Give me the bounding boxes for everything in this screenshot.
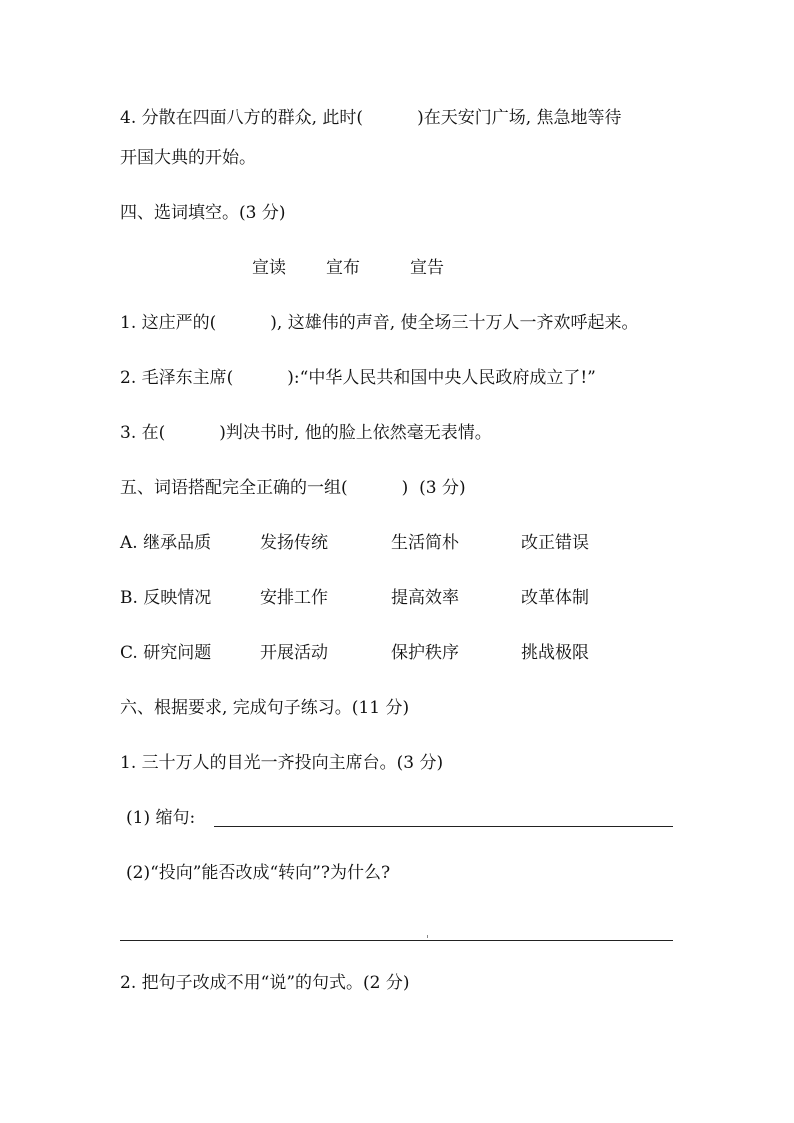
option-c-term-2: 开展活动: [260, 643, 328, 663]
option-a-term-3: 生活简朴: [391, 533, 459, 553]
option-b-term-4: 改革体制: [521, 588, 589, 608]
scan-dot: [427, 935, 428, 938]
section-6-heading: 六、根据要求, 完成句子练习。(11 分): [120, 698, 410, 718]
option-c-term-4: 挑战极限: [521, 643, 589, 663]
section-5-heading: 五、词语搭配完全正确的一组( ) (3 分): [120, 478, 466, 498]
option-c-term-3: 保护秩序: [391, 643, 459, 663]
answer-line-2[interactable]: [120, 940, 673, 941]
option-b-term-2: 安排工作: [260, 588, 328, 608]
section-4-item-2: 2. 毛泽东主席( ):“中华人民共和国中央人民政府成立了!”: [120, 368, 596, 388]
section-6-question-1: 1. 三十万人的目光一齐投向主席台。(3 分): [120, 753, 444, 773]
option-b-term-1: B. 反映情况: [120, 588, 212, 608]
section-4-heading: 四、选词填空。(3 分): [120, 203, 286, 223]
option-a-term-4: 改正错误: [521, 533, 589, 553]
option-a-term-1: A. 继承品质: [120, 533, 212, 553]
option-c-term-1: C. 研究问题: [120, 643, 212, 663]
question-4-line-1: 4. 分散在四面八方的群众, 此时( )在天安门广场, 焦急地等待: [120, 108, 622, 128]
question-4-line-2: 开国大典的开始。: [120, 148, 256, 168]
section-6-q1-sub-2: (2)“投向”能否改成“转向”?为什么?: [126, 863, 391, 883]
section-4-item-3: 3. 在( )判决书时, 他的脸上依然毫无表情。: [120, 423, 492, 443]
section-4-item-1: 1. 这庄严的( ), 这雄伟的声音, 使全场三十万人一齐欢呼起来。: [120, 313, 639, 333]
word-option-3: 宣告: [410, 258, 444, 278]
answer-line-1[interactable]: [214, 826, 673, 827]
word-option-1: 宣读: [252, 258, 286, 278]
section-6-q1-sub-1: (1) 缩句:: [126, 808, 196, 828]
option-b-term-3: 提高效率: [391, 588, 459, 608]
word-option-2: 宣布: [326, 258, 360, 278]
section-6-question-2: 2. 把句子改成不用“说”的句式。(2 分): [120, 973, 410, 993]
option-a-term-2: 发扬传统: [260, 533, 328, 553]
